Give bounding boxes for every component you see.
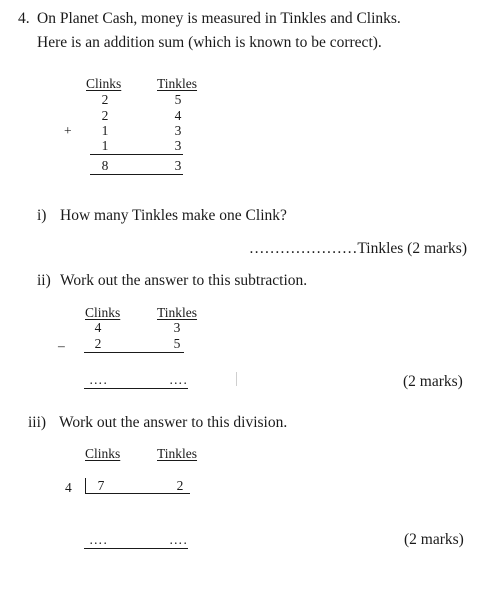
scan-mark <box>236 372 237 386</box>
addition-total-tinkles: 3 <box>174 158 182 173</box>
part-iii-question: Work out the answer to this division. <box>59 414 288 431</box>
part-i-answer-line[interactable]: …………………Tinkles (2 marks) <box>248 240 467 257</box>
addition-header-tinkles: Tinkles <box>157 76 198 91</box>
part-i-question: How many Tinkles make one Clink? <box>60 207 287 224</box>
addition-total-clinks: 8 <box>101 158 109 173</box>
subtraction-top-clinks: 4 <box>94 320 102 335</box>
part-iii-marks: (2 marks) <box>404 531 464 548</box>
part-i-label: i) <box>37 207 47 224</box>
addition-row4-tinkles: 3 <box>174 138 182 153</box>
subtraction-line <box>84 352 184 353</box>
subtraction-top-tinkles: 3 <box>173 320 181 335</box>
division-header-clinks: Clinks <box>85 446 121 461</box>
part-iii-label: iii) <box>28 414 47 431</box>
addition-header-clinks: Clinks <box>86 76 122 91</box>
minus-sign: – <box>58 338 65 353</box>
division-header-tinkles: Tinkles <box>157 446 198 461</box>
addition-row1-clinks: 2 <box>101 92 109 107</box>
division-dividend-tinkles: 2 <box>176 478 184 493</box>
addition-row2-clinks: 2 <box>101 108 109 123</box>
addition-row1-tinkles: 5 <box>174 92 182 107</box>
addition-row4-clinks: 1 <box>101 138 109 153</box>
subtraction-bottom-tinkles: 5 <box>173 336 181 351</box>
plus-sign: + <box>64 123 72 138</box>
part-ii-question: Work out the answer to this subtraction. <box>60 272 308 289</box>
subtraction-answer-line <box>84 388 188 389</box>
part-ii-marks: (2 marks) <box>403 373 463 390</box>
division-answer-line <box>84 548 188 549</box>
division-divisor: 4 <box>65 480 72 495</box>
question-intro-line1: On Planet Cash, money is measured in Tinkles and Clinks. <box>37 10 401 27</box>
division-answer-clinks[interactable]: …. <box>89 532 108 547</box>
subtraction-bottom-clinks: 2 <box>94 336 102 351</box>
subtraction-header-clinks: Clinks <box>85 305 121 320</box>
addition-row2-tinkles: 4 <box>174 108 182 123</box>
part-ii-label: ii) <box>37 272 51 289</box>
question-intro-line2: Here is an addition sum (which is known to be correct). <box>37 34 382 51</box>
division-answer-tinkles[interactable]: …. <box>169 532 188 547</box>
addition-row3-tinkles: 3 <box>174 123 182 138</box>
division-dividend-clinks: 7 <box>97 478 105 493</box>
addition-sum-line <box>90 154 183 155</box>
addition-row3-clinks: 1 <box>101 123 109 138</box>
addition-total-line <box>90 174 183 175</box>
subtraction-answer-clinks[interactable]: …. <box>89 372 108 387</box>
subtraction-header-tinkles: Tinkles <box>157 305 198 320</box>
subtraction-answer-tinkles[interactable]: …. <box>169 372 188 387</box>
question-number: 4. <box>18 10 30 27</box>
